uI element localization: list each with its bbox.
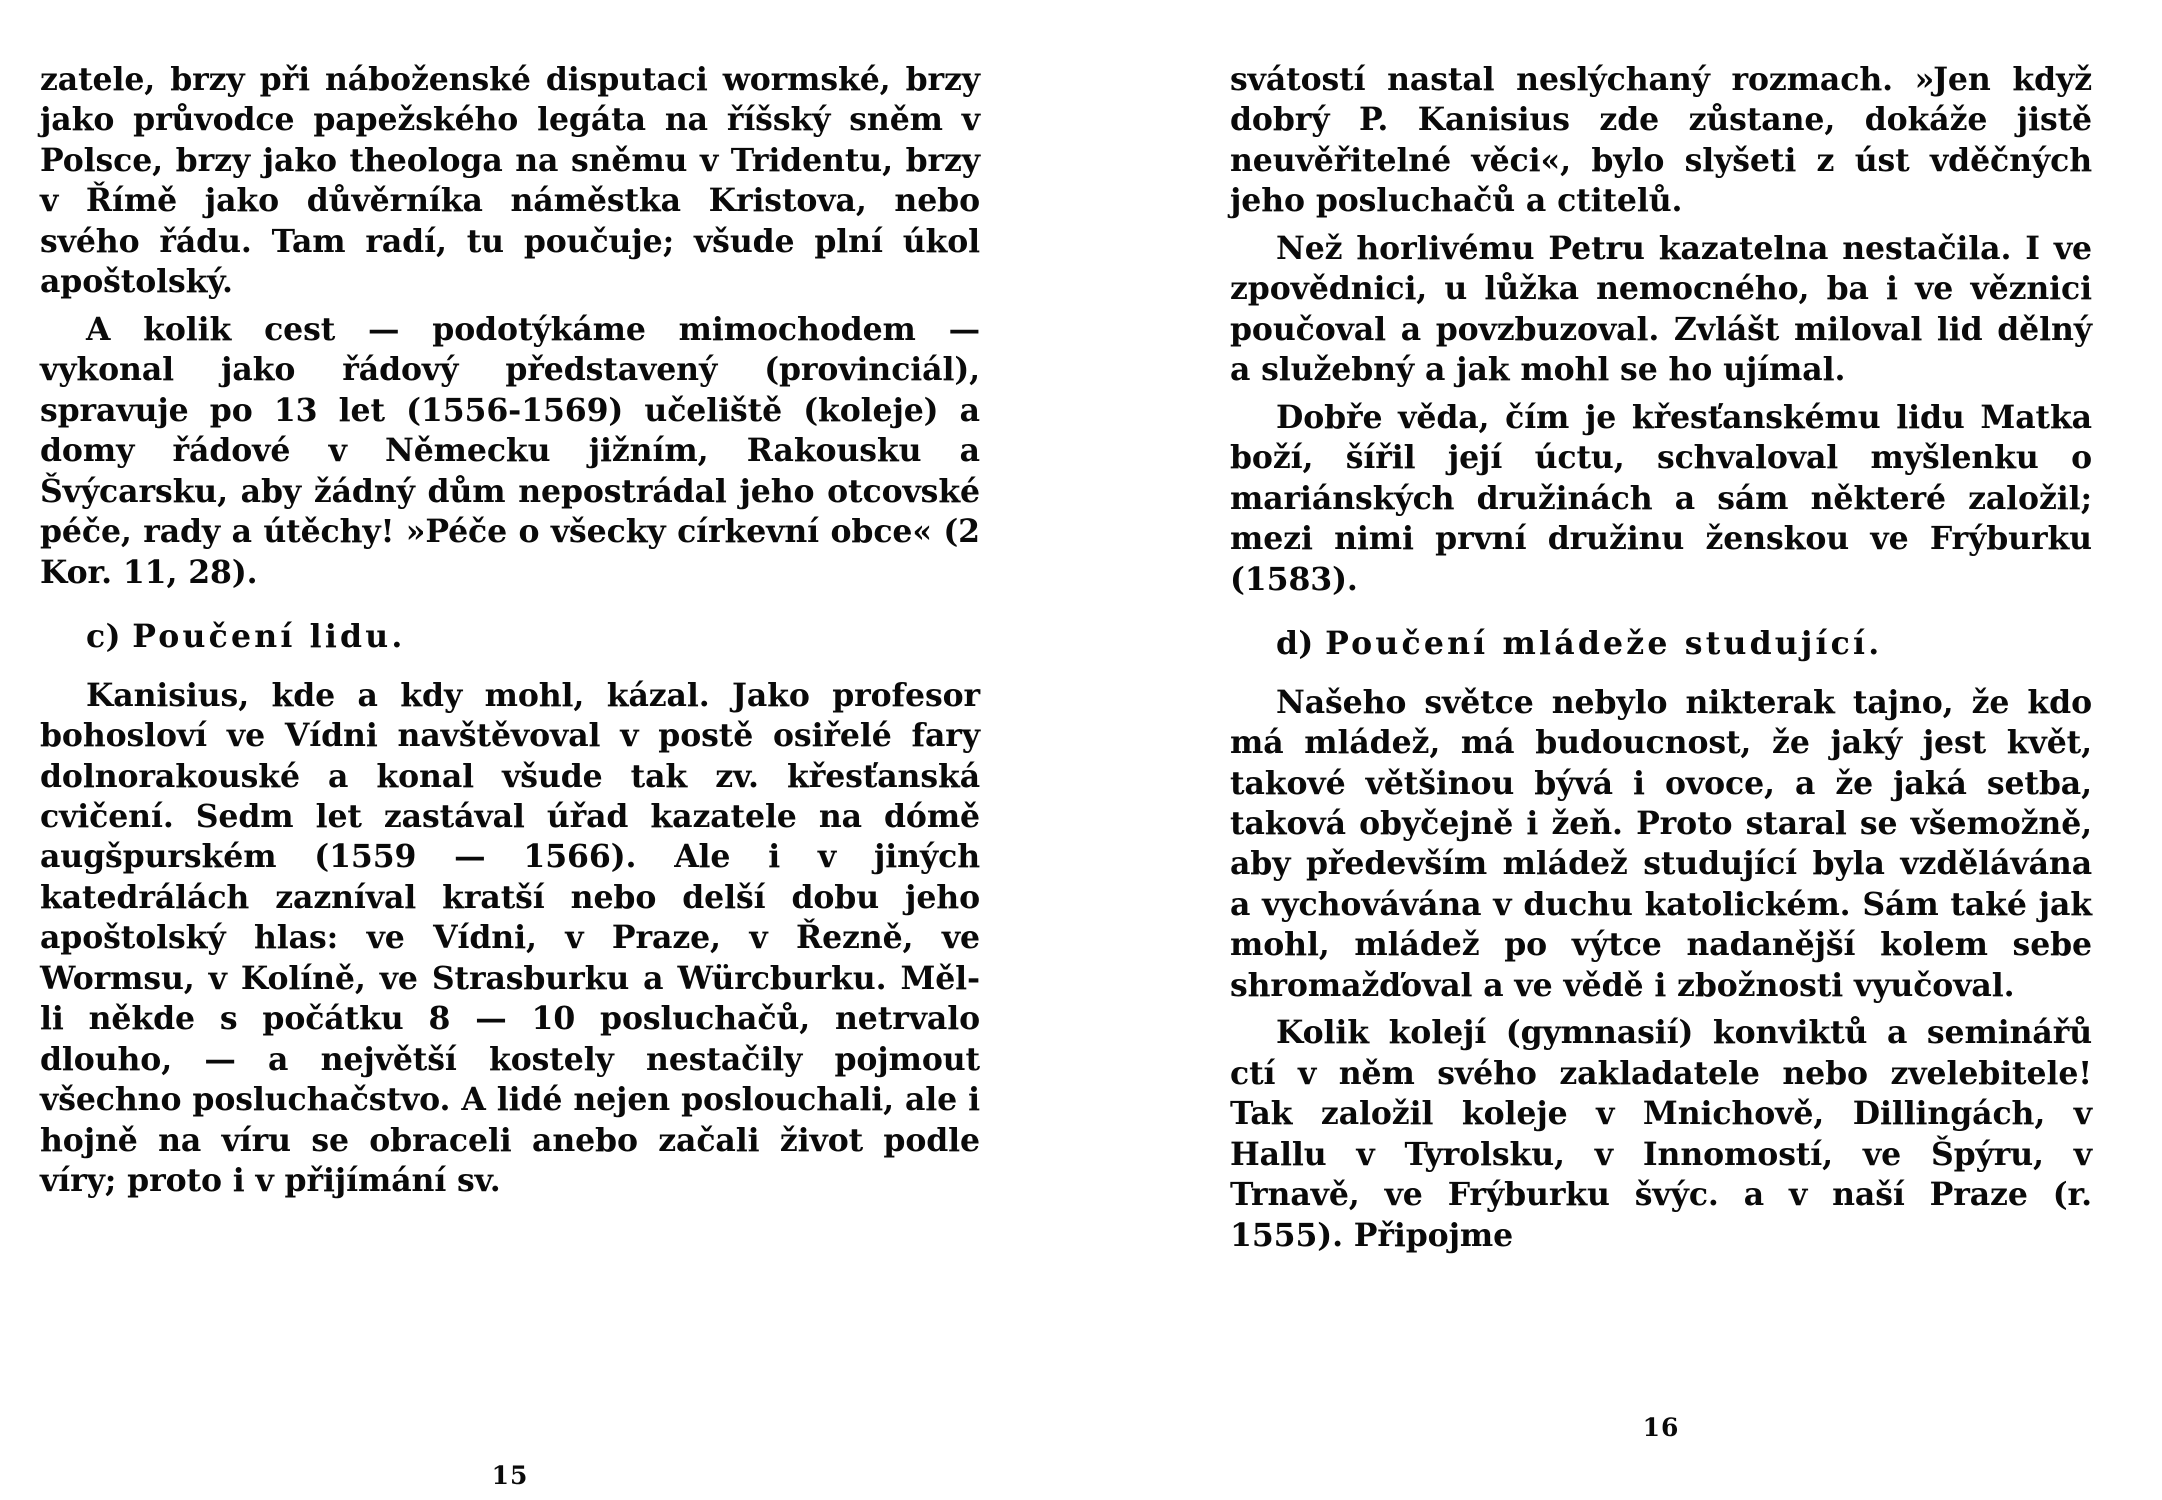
heading-marker: c) <box>86 618 133 656</box>
page-right-text-column <box>1230 60 2092 1256</box>
section-heading-d <box>1230 624 2092 664</box>
paragraph: Než horlivému Petru kazatelna nestačila. I ve zpovědnici, u lůžka nemocného, ba i ve věznici poučoval a povzbuzoval. Zvlášt miloval lid dělný a služebný a jak mohl se ho ujímal. <box>1230 229 2092 389</box>
paragraph: zatele, brzy při náboženské disputaci wormské, brzy jako průvodce papežského legáta na říšský sněm v Polsce, brzy jako theologa na sněmu v Tridentu, brzy v Římě jako důvěrníka náměstka Kristova, nebo svého řádu. Tam radí, tu poučuje; všude plní úkol apoštolský. <box>40 61 980 301</box>
section-heading-c <box>40 617 980 657</box>
page-number-right: 16 <box>1642 1413 1680 1442</box>
heading-label: Poučení lidu. <box>132 618 406 656</box>
paragraph: Našeho světce nebylo nikterak tajno, že kdo má mládež, má budoucnost, že jaký jest květ, takové většinou bývá i ovoce, a že jaká setba, taková obyčejně i žeň. Proto staral se všemožně, aby především mládež studující byla vzdělávána a vychovávána v duchu katolickém. Sám také jak mohl, mládež po výtce nadanější kolem sebe shromažďoval a ve vědě i zbožnosti vyučoval. <box>1230 683 2092 1004</box>
page-right <box>1040 60 2122 1500</box>
paragraph: Kanisius, kde a kdy mohl, kázal. Jako profesor bohosloví ve Vídni navštěvoval v postě osiřelé fary dolnorakouské a konal všude tak zv. křesťanská cvičení. Sedm let zastával úřad kazatele na dómě augšpurském (1559 — 1566). Ale i v jiných katedrálách zazníval kratší nebo delší dobu jeho apoštolský hlas: ve Vídni, v Praze, v Řezně, ve Wormsu, v Kolíně, ve Strasburku a Würcburku. Měl-li někde s počátku 8 — 10 posluchačů, netrvalo dlouho, — a největší kostely nestačily pojmout všechno posluchačstvo. A lidé nejen poslouchali, ale i hojně na víru se obraceli anebo začali život podle víry; proto i v přijímání sv. <box>40 676 980 1200</box>
heading-label: Poučení mládeže studující. <box>1325 625 1883 663</box>
paragraph: Dobře věda, čím je křesťanskému lidu Matka boží, šířil její úctu, schvaloval myšlenku o mariánských družinách a sám některé založil; mezi nimi první družinu ženskou ve Frýburku (1583). <box>1230 398 2092 598</box>
paragraph: svátostí nastal neslýchaný rozmach. »Jen když dobrý P. Kanisius zde zůstane, dokáže jistě neuvěřitelné věci«, bylo slyšeti z úst vděčných jeho posluchačů a ctitelů. <box>1230 61 2092 220</box>
heading-marker: d) <box>1276 625 1326 663</box>
page-left-text-column <box>40 60 980 1202</box>
page-left <box>40 60 1040 1500</box>
paragraph: A kolik cest — podotýkáme mimochodem — vykonal jako řádový představený (provinciál), spravuje po 13 let (1556-1569) učeliště (koleje) a domy řádové v Německu jižním, Rakousku a Švýcarsku, aby žádný dům nepostrádal jeho otcovské péče, rady a útěchy! »Péče o všecky církevní obce« (2 Kor. 11, 28). <box>40 310 980 591</box>
page-number-left: 15 <box>491 1461 529 1490</box>
paragraph: Kolik kolejí (gymnasií) konviktů a seminářů ctí v něm svého zakladatele nebo zvelebitele! Tak založil koleje v Mnichově, Dillingách, v Hallu v Tyrolsku, v Innomostí, ve Špýru, v Trnavě, ve Frýburku švýc. a v naší Praze (r. 1555). Připojme <box>1230 1014 2092 1254</box>
